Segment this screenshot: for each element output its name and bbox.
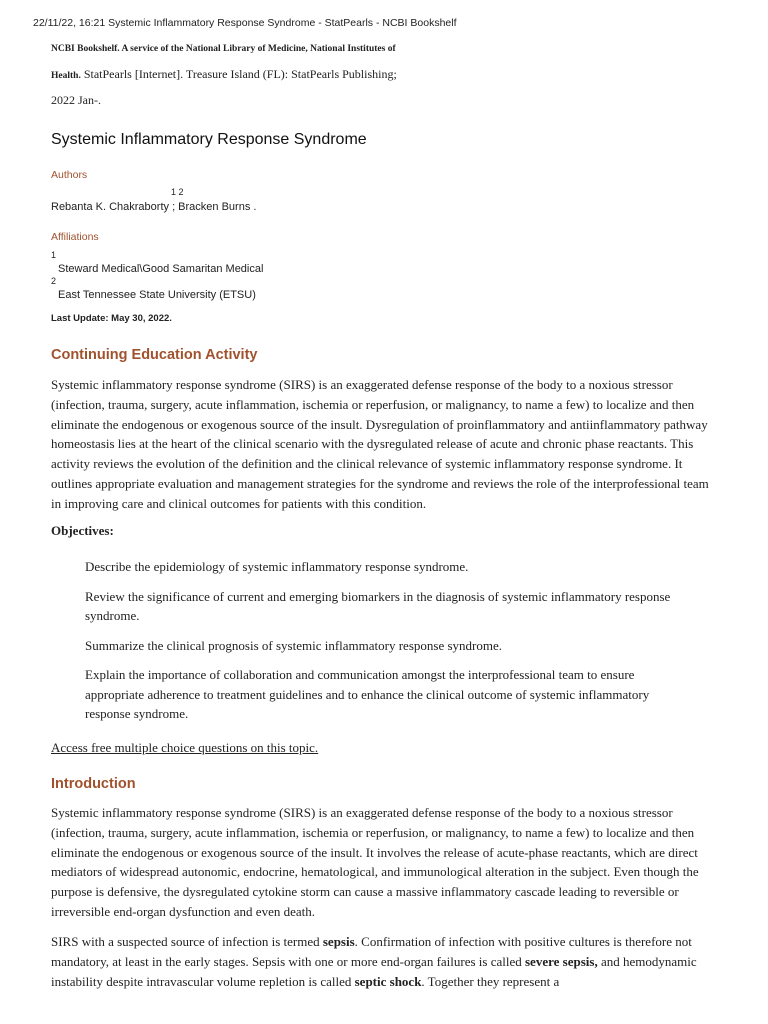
affiliation-number-1: 1 <box>51 250 57 260</box>
intro-p2-text-a: SIRS with a suspected source of infection is termed <box>51 934 323 949</box>
author-names: Rebanta K. Chakraborty ; Bracken Burns . <box>51 201 257 213</box>
bookshelf-publisher: StatPearls [Internet]. Treasure Island (FL): StatPearls Publishing; <box>83 67 397 81</box>
ce-heading: Continuing Education Activity <box>51 347 258 363</box>
affiliation-number-2: 2 <box>51 276 57 286</box>
objective-item: Describe the epidemiology of systemic inflammatory response syndrome. <box>85 559 469 574</box>
affiliation-2: East Tennessee State University (ETSU) <box>58 289 256 301</box>
objective-item: Explain the importance of collaboration and communication amongst the interprofessional team to ensure appropriate adherence to treatment guidelines and to enhance the clinical outcome of systemic inflammatory response syndrome. <box>85 667 650 721</box>
authors-label: Authors <box>51 169 88 181</box>
bookshelf-nih-suffix: Health. <box>51 71 81 81</box>
ce-paragraph: Systemic inflammatory response syndrome (SIRS) is an exaggerated defense response of the body to a noxious stressor (infection, trauma, surgery, acute inflammation, ischemia or reperfusion, or malignancy, to name a few) to localize and then eliminate the endogenous or exogenous source of the insult. Dysregulation of proinflammatory and antiinflammatory pathway homeostasis lies at the heart of the clinical scenario with the dysregulated release of acute and chronic phase reactants. This activity reviews the evolution of the definition and the clinical relevance of systemic inflammatory response syndrome. It outlines appropriate evaluation and management strategies for the syndrome and reviews the role of the interprofessional team in improving care and clinical outcomes for patients with this condition. <box>51 377 709 511</box>
bookshelf-citation <box>51 67 397 82</box>
term-severe-sepsis: severe sepsis, <box>525 953 598 969</box>
affiliations-label: Affiliations <box>51 231 99 243</box>
term-sepsis: sepsis <box>322 934 355 949</box>
objectives-list <box>85 557 685 734</box>
print-header: 22/11/22, 16:21 Systemic Inflammatory Response Syndrome - StatPearls - NCBI Bookshelf <box>33 17 457 29</box>
objective-item: Summarize the clinical prognosis of systemic inflammatory response syndrome. <box>85 637 502 653</box>
objectives-label: Objectives: <box>51 523 114 538</box>
intro-p2-text-b: . Confirmation of infection with positive cultures is therefore not mandatory, at least in the early stages. Sepsis with one or more end-organ failures is called <box>51 934 692 969</box>
objective-item: Review the significance of current and emerging biomarkers in the diagnosis of systemic inflammatory response syndrome. <box>85 588 671 623</box>
bookshelf-attribution: NCBI Bookshelf. A service of the National Library of Medicine, National Institutes of <box>51 44 396 54</box>
intro-paragraph-1: Systemic inflammatory response syndrome (SIRS) is an exaggerated defense response of the body to a noxious stressor (infection, trauma, surgery, acute inflammation, ischemia or reperfusion, or malignancy, to name a few) to localize and then eliminate the endogenous or exogenous source of the insult. It involves the release of acute-phase reactants, which are direct mediators of widespread autonomic, endocrine, hematological, and immunological alteration in the subject. Even though the purpose is defensive, the dysregulated cytokine storm can cause a massive inflammatory cascade leading to reversible or irreversible end-organ dysfunction and even death. <box>51 805 699 919</box>
last-update: Last Update: May 30, 2022. <box>51 313 172 324</box>
affiliation-1: Steward Medical\Good Samaritan Medical <box>58 263 264 275</box>
intro-p2-text-d: . Together they represent a <box>421 973 560 989</box>
page-title: Systemic Inflammatory Response Syndrome <box>51 131 367 148</box>
term-septic-shock: septic shock <box>354 973 422 989</box>
author-superscripts: 1 2 <box>171 187 184 197</box>
intro-p2-text-c: and hemodynamic instability despite intravascular volume repletion is called <box>51 953 697 989</box>
bookshelf-year: 2022 Jan-. <box>51 93 101 107</box>
intro-paragraph-2 <box>51 932 721 991</box>
mcq-access-link[interactable]: Access free multiple choice questions on this topic. <box>51 740 319 755</box>
introduction-heading: Introduction <box>51 776 136 792</box>
